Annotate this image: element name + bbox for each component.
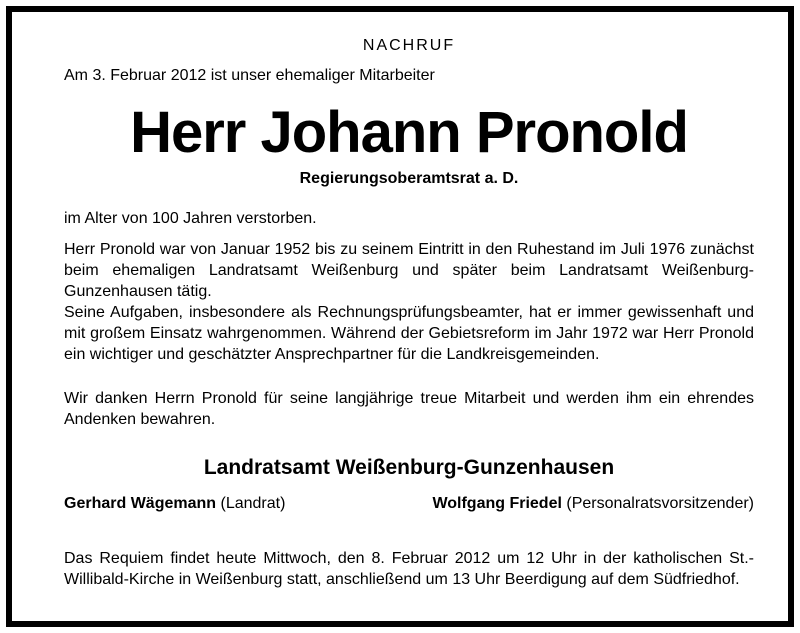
signatory-personalrat [432,495,754,513]
signatory-landrat [64,495,285,513]
paragraph-duties: Seine Aufgaben, insbesondere als Rechnungsprüfungsbeamter, hat er immer gewissenhaft und mit großem Einsatz wahrgenommen. Während der Gebietsreform im Jahr 1972 war Herr Pronold ein wichtiger und geschätzter Ansprechpartner für die Landkreisgemeinden. [64,304,754,363]
signatory-role: (Personalratsvorsitzender) [566,495,754,512]
obituary-frame [6,6,794,627]
deceased-title: Regierungsoberamtsrat a. D. [299,170,519,187]
obituary-heading: NACHRUF [362,37,456,54]
deceased-name: Herr Johann Pronold [130,100,688,165]
funeral-details: Das Requiem findet heute Mittwoch, den 8. Februar 2012 um 12 Uhr in der katholischen St.-Willibald-Kirche in Weißenburg statt, anschließend um 13 Uhr Beerdigung auf dem Südfriedhof. [64,550,754,588]
signatory-role: (Landrat) [220,495,286,512]
intro-line: Am 3. Februar 2012 ist unser ehemaliger Mitarbeiter [64,67,435,84]
paragraph-age: im Alter von 100 Jahren verstorben. [64,210,317,227]
signatory-name: Wolfgang Friedel [432,495,562,512]
organization-name: Landratsamt Weißenburg-Gunzenhausen [203,456,615,479]
signatory-name: Gerhard Wägemann [64,495,217,512]
paragraph-thanks: Wir danken Herrn Pronold für seine langjährige treue Mitarbeit und werden ihm ein ehrendes Andenken bewahren. [64,390,754,428]
paragraph-career: Herr Pronold war von Januar 1952 bis zu seinem Eintritt in den Ruhestand im Juli 1976 zunächst beim ehemaligen Landratsamt Weißenburg und später beim Landratsamt Weißenburg-Gunzenhausen tätig. [64,241,754,300]
